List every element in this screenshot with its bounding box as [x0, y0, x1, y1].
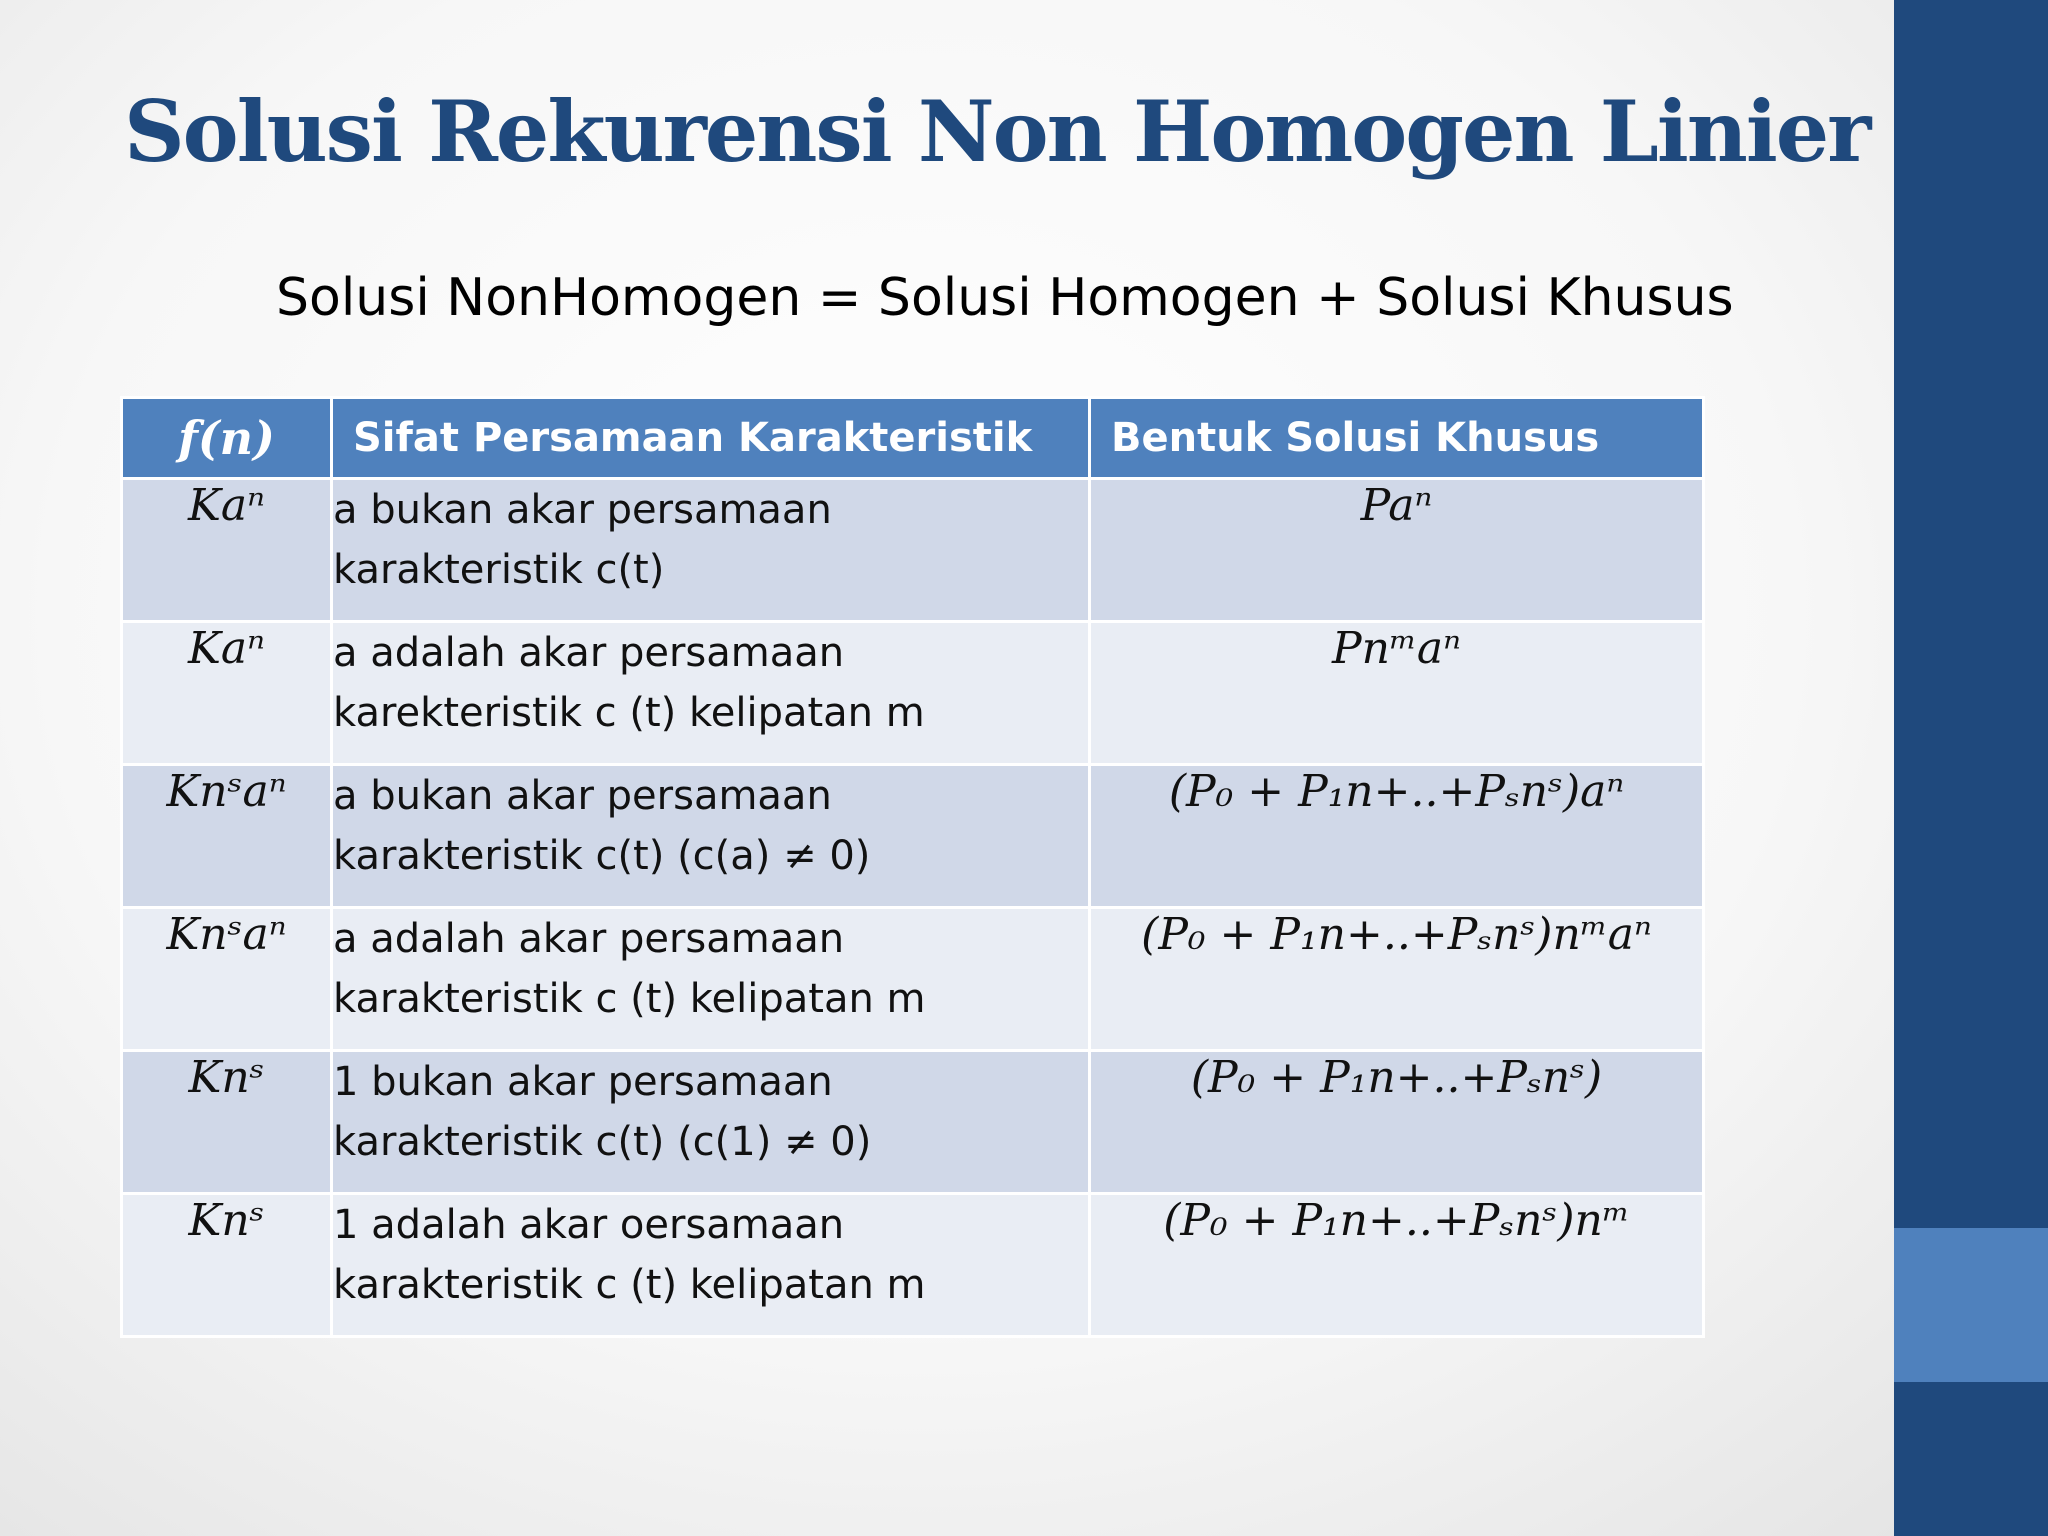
solution-table — [120, 396, 1705, 1338]
sidebar-accent — [1894, 1228, 2048, 1382]
cell-sifat — [332, 765, 1090, 908]
table-row — [122, 479, 1704, 622]
header-fn: f(n) — [122, 398, 332, 479]
cell-sifat — [332, 622, 1090, 765]
cell-bentuk: (P₀ + P₁n+..+Pₛnˢ)nᵐ — [1090, 1194, 1704, 1337]
cell-sifat — [332, 908, 1090, 1051]
slide-subtitle: Solusi NonHomogen = Solusi Homogen + Solusi Khusus — [276, 268, 1734, 328]
sifat-line: karakteristik c(t) (c(a) ≠ 0) — [333, 833, 871, 879]
header-sifat: Sifat Persamaan Karakteristik — [332, 398, 1090, 479]
sifat-line: karakteristik c(t) — [333, 547, 665, 593]
cell-bentuk: Paⁿ — [1090, 479, 1704, 622]
cell-bentuk: (P₀ + P₁n+..+Pₛnˢ)aⁿ — [1090, 765, 1704, 908]
cell-fn: Knˢ — [122, 1194, 332, 1337]
cell-bentuk: (P₀ + P₁n+..+Pₛnˢ)nᵐaⁿ — [1090, 908, 1704, 1051]
cell-fn: Knˢ — [122, 1051, 332, 1194]
sifat-line: karakteristik c (t) kelipatan m — [333, 1262, 926, 1308]
table-row — [122, 622, 1704, 765]
cell-fn: Knˢaⁿ — [122, 765, 332, 908]
sifat-line: 1 adalah akar oersamaan — [333, 1202, 845, 1248]
cell-fn: Kaⁿ — [122, 479, 332, 622]
sifat-line: karakteristik c(t) (c(1) ≠ 0) — [333, 1119, 872, 1165]
cell-sifat — [332, 1194, 1090, 1337]
table-row — [122, 908, 1704, 1051]
cell-fn: Knˢaⁿ — [122, 908, 332, 1051]
table-row — [122, 1194, 1704, 1337]
cell-sifat — [332, 479, 1090, 622]
sifat-line: 1 bukan akar persamaan — [333, 1059, 833, 1105]
cell-bentuk: Pnᵐaⁿ — [1090, 622, 1704, 765]
slide-title: Solusi Rekurensi Non Homogen Linier — [124, 82, 1870, 181]
sifat-line: karekteristik c (t) kelipatan m — [333, 690, 925, 736]
sifat-line: a adalah akar persamaan — [333, 916, 845, 962]
sifat-line: a bukan akar persamaan — [333, 487, 832, 533]
cell-bentuk: (P₀ + P₁n+..+Pₛnˢ) — [1090, 1051, 1704, 1194]
cell-fn: Kaⁿ — [122, 622, 332, 765]
sifat-line: karakteristik c (t) kelipatan m — [333, 976, 926, 1022]
table-row — [122, 1051, 1704, 1194]
header-bentuk: Bentuk Solusi Khusus — [1090, 398, 1704, 479]
sifat-line: a adalah akar persamaan — [333, 630, 845, 676]
table-row — [122, 765, 1704, 908]
cell-sifat — [332, 1051, 1090, 1194]
sifat-line: a bukan akar persamaan — [333, 773, 832, 819]
table-header-row — [122, 398, 1704, 479]
